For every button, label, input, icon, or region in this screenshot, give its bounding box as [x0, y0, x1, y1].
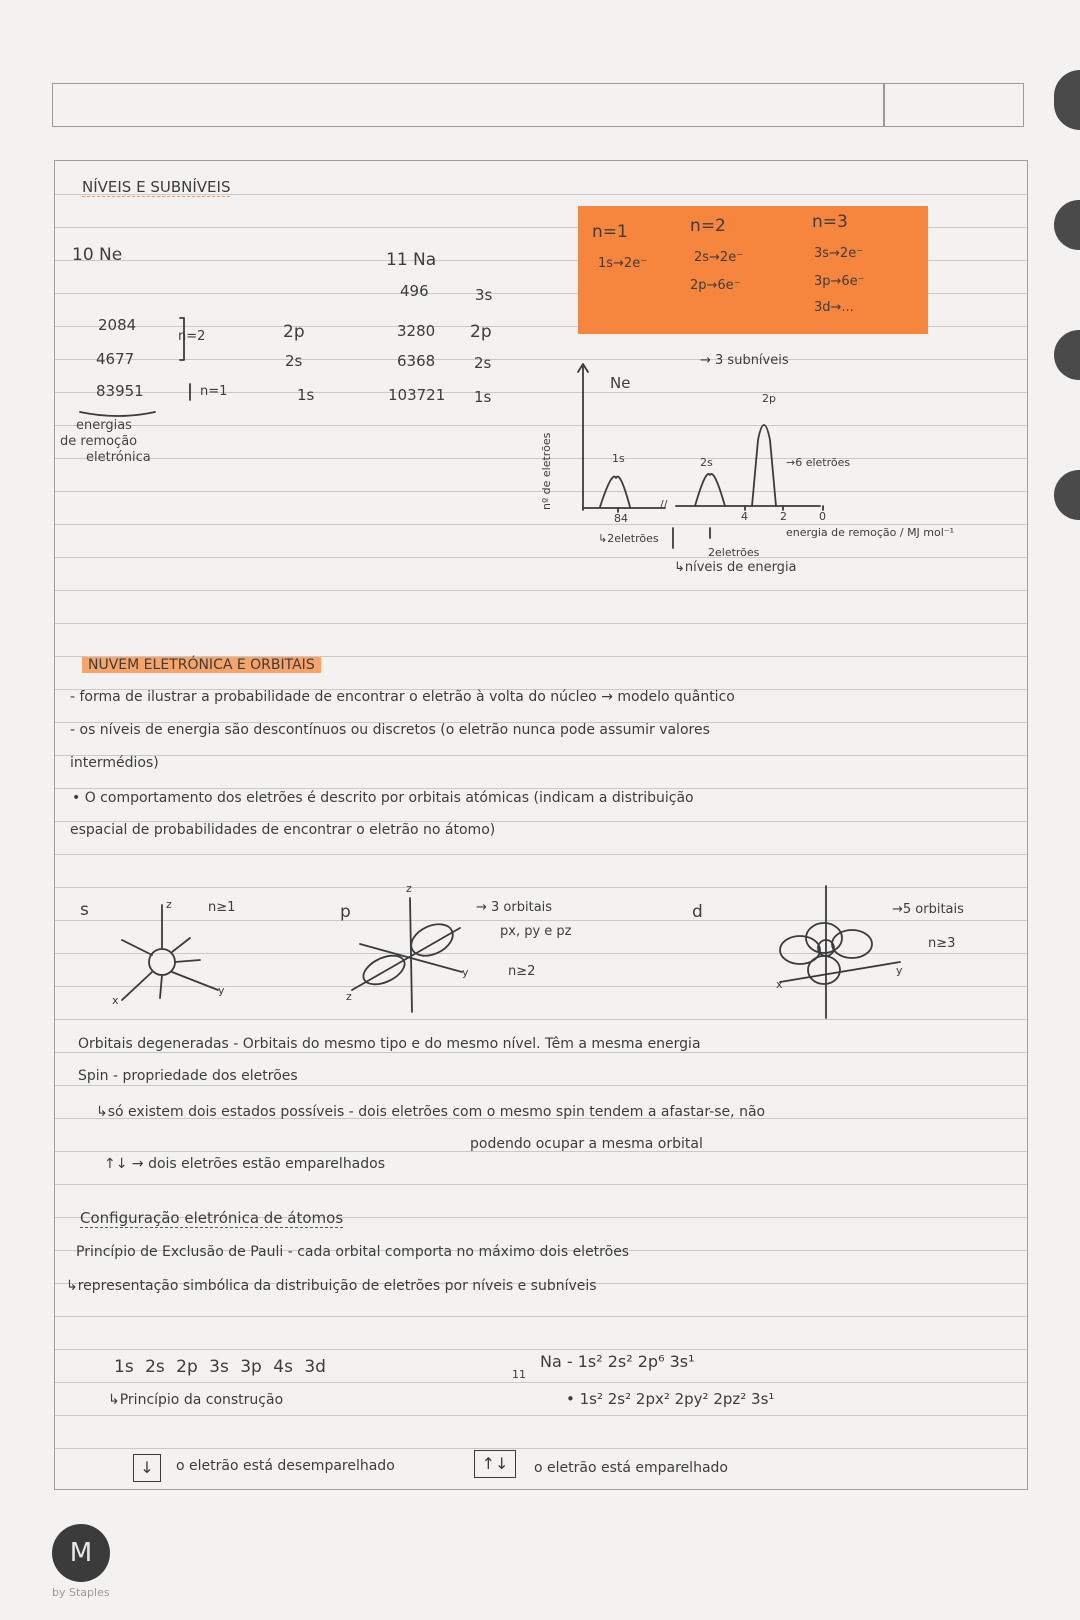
pauli-text: Princípio de Exclusão de Pauli - cada orbital comporta no máximo dois eletrões [76, 1244, 630, 1260]
p-note-pxpypz: px, py e pz [500, 924, 572, 939]
energy-note-line3: eletrónica [86, 450, 151, 465]
d-axis-x: x [776, 978, 783, 991]
graph-title: Ne [610, 374, 631, 392]
d-orbital-drawing [0, 0, 1, 1]
na-configuration: Na - 1s² 2s² 2p⁶ 3s¹ [540, 1352, 695, 1371]
graph-subniveis-note: → 3 subníveis [700, 353, 789, 368]
na-sub-2s: 2s [474, 354, 492, 372]
orange-2s: 2s→2e⁻ [694, 250, 744, 265]
section-title-nuvem-text: NUVEM ELETRÓNICA E ORBITAIS [82, 657, 321, 673]
d-axis-y: y [896, 964, 903, 977]
na-configuration-expanded: • 1s² 2s² 2px² 2py² 2pz² 3s¹ [566, 1390, 775, 1408]
two-electrons-1s: ↳2eletrões [598, 532, 659, 545]
na-sub-1s: 1s [474, 388, 492, 406]
ne-value-2s: 4677 [96, 350, 135, 368]
logo-glyph: M [69, 1538, 93, 1568]
orbital-s-n: n≥1 [208, 900, 236, 915]
nuvem-line2b: intermédios) [70, 755, 159, 771]
graph-ylabel: nº de eletrões [540, 432, 553, 510]
representacao-text: ↳representação simbólica da distribuição de eletrões por níveis e subníveis [66, 1278, 597, 1294]
header-divider [883, 84, 885, 126]
orbital-s-label: s [80, 900, 89, 920]
tick-0: 0 [819, 510, 826, 523]
ne-label: 10 Ne [72, 245, 123, 265]
orbital-d-n: n≥3 [928, 936, 956, 951]
filling-order: 1s 2s 2p 3s 3p 4s 3d [114, 1357, 326, 1377]
orbital-d-label: d [692, 902, 703, 922]
orange-2p: 2p→6e⁻ [690, 278, 741, 293]
niveis-energia-note: ↳níveis de energia [674, 560, 797, 575]
peak-1s-label: 1s [612, 452, 625, 465]
d-note-5-orbitais: →5 orbitais [892, 902, 964, 917]
peak-2p-label: 2p [762, 392, 776, 405]
s-axis-z: z [166, 898, 172, 911]
tick-4: 4 [741, 510, 748, 523]
ne-n2-bracket: n=2 [178, 329, 206, 344]
ne-sub-1s: 1s [297, 386, 315, 404]
orbital-p-n: n≥2 [508, 964, 536, 979]
spin-detail-2: podendo ocupar a mesma orbital [470, 1136, 703, 1152]
ne-value-2p: 2084 [98, 316, 137, 334]
orbital-p-label: p [340, 902, 351, 922]
six-electrons-label: →6 eletrões [786, 456, 851, 469]
ne-sub-2s: 2s [285, 352, 303, 370]
paired-text: o eletrão está emparelhado [534, 1460, 728, 1476]
orange-n3: n=3 [812, 212, 848, 232]
na-sub-3s: 3s [475, 286, 493, 304]
p-note-3-orbitais: → 3 orbitais [476, 900, 553, 915]
binder-ring [1054, 470, 1080, 520]
ne-value-1s: 83951 [96, 382, 144, 400]
tick-84: 84 [614, 512, 628, 525]
peak-2s-label: 2s [700, 456, 713, 469]
nuvem-line3b: espacial de probabilidades de encontrar o eletrão no átomo) [70, 822, 496, 838]
p-axis-x: z [346, 990, 352, 1003]
s-axis-x: x [112, 994, 119, 1007]
binder-ring [1054, 70, 1080, 130]
unpaired-text: o eletrão está desemparelhado [176, 1458, 395, 1474]
na-value-2s: 6368 [397, 352, 436, 370]
paired-box: ↑↓ [474, 1450, 516, 1478]
config-title: Configuração eletrónica de átomos [80, 1209, 344, 1227]
orange-n2: n=2 [690, 216, 726, 236]
section-title-niveis: NÍVEIS E SUBNÍVEIS [82, 178, 231, 196]
binder-ring [1054, 330, 1080, 380]
orange-3p: 3p→6e⁻ [814, 274, 865, 289]
construcao-note: ↳Princípio da construção [108, 1392, 284, 1408]
orange-3s: 3s→2e⁻ [814, 246, 864, 261]
na-value-2p: 3280 [397, 322, 436, 340]
nuvem-line1: - forma de ilustrar a probabilidade de encontrar o eletrão à volta do núcleo → modelo quântico [70, 689, 735, 705]
s-axis-y: y [218, 984, 225, 997]
na-atomic-number: 11 [512, 1368, 526, 1381]
nuvem-line3a: • O comportamento dos eletrões é descrito por orbitais atómicas (indicam a distribuição [72, 790, 694, 806]
brand-text: by Staples [52, 1586, 110, 1599]
energy-note-line2: de remoção [60, 434, 138, 449]
tick-2: 2 [780, 510, 787, 523]
orange-3d: 3d→... [814, 300, 854, 315]
spin-text: Spin - propriedade dos eletrões [78, 1068, 298, 1084]
unpaired-box: ↓ [133, 1454, 161, 1482]
binder-ring [1054, 200, 1080, 250]
na-value-1s: 103721 [388, 386, 446, 404]
na-sub-2p: 2p [470, 322, 492, 342]
p-axis-y: y [462, 966, 469, 979]
two-electrons-2s: 2eletrões [708, 546, 760, 559]
na-value-3s: 496 [400, 282, 429, 300]
spin-detail-1: ↳só existem dois estados possíveis - dois eletrões com o mesmo spin tendem a afastar-se, não [96, 1104, 766, 1120]
axis-break: // [660, 498, 668, 511]
energy-note-line1: energias [76, 418, 132, 433]
degeneradas-text: Orbitais degeneradas - Orbitais do mesmo tipo e do mesmo nível. Têm a mesma energia [78, 1036, 701, 1052]
ne-n1-bracket: n=1 [200, 384, 228, 399]
emparelhados-note: ↑↓ → dois eletrões estão emparelhados [104, 1156, 386, 1172]
graph-xlabel: energia de remoção / MJ mol⁻¹ [786, 526, 955, 539]
nuvem-line2a: - os níveis de energia são descontínuos ou discretos (o eletrão nunca pode assumir valores [70, 722, 710, 738]
header-box [52, 83, 1024, 127]
orange-n1: n=1 [592, 222, 628, 242]
na-label: 11 Na [386, 250, 437, 270]
p-axis-z: z [406, 882, 412, 895]
section-title-nuvem [82, 657, 321, 673]
orange-1s: 1s→2e⁻ [598, 256, 648, 271]
brand-logo [52, 1524, 110, 1582]
ne-sub-2p: 2p [283, 322, 305, 342]
